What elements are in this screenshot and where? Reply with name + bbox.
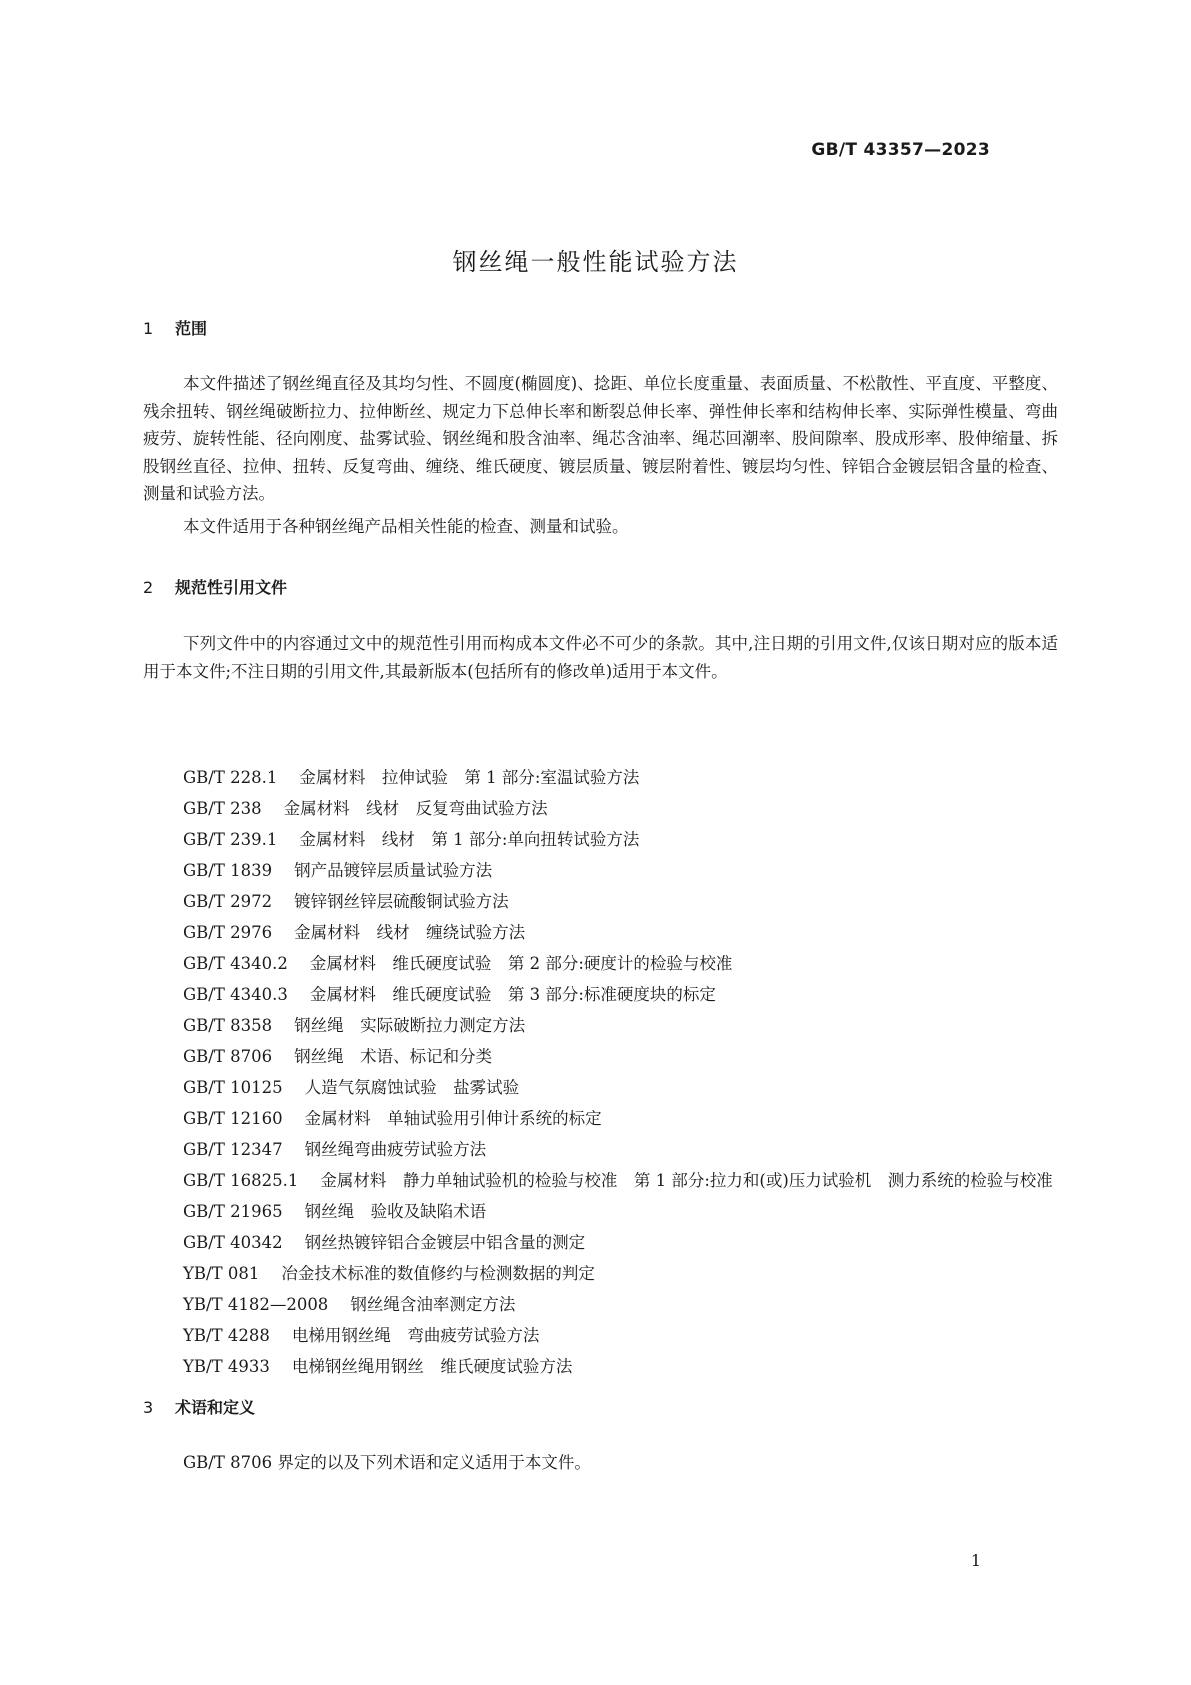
reference-title: 镀锌钢丝锌层硫酸铜试验方法 bbox=[294, 892, 509, 911]
reference-item bbox=[143, 917, 1058, 948]
reference-title: 钢丝绳弯曲疲劳试验方法 bbox=[304, 1140, 487, 1159]
reference-code: GB/T 2976 bbox=[183, 923, 273, 942]
reference-code: GB/T 1839 bbox=[183, 861, 273, 880]
terms-paragraph: GB/T 8706 界定的以及下列术语和定义适用于本文件。 bbox=[183, 1453, 591, 1472]
reference-title: 金属材料 静力单轴试验机的检验与校准 第 1 部分:拉力和(或)压力试验机 测力系统的检验与校准 bbox=[320, 1171, 1053, 1190]
reference-code: GB/T 12347 bbox=[183, 1140, 283, 1159]
reference-code: GB/T 2972 bbox=[183, 892, 273, 911]
section-2-heading bbox=[143, 575, 287, 598]
reference-code: GB/T 8358 bbox=[183, 1016, 273, 1035]
reference-item bbox=[143, 1010, 1058, 1041]
reference-title: 钢产品镀锌层质量试验方法 bbox=[294, 861, 493, 880]
section-title: 规范性引用文件 bbox=[175, 578, 288, 597]
section-1-heading bbox=[143, 316, 207, 339]
section-title: 术语和定义 bbox=[175, 1398, 256, 1417]
reference-item bbox=[143, 979, 1058, 1010]
reference-item bbox=[143, 1351, 1058, 1382]
reference-code: GB/T 21965 bbox=[183, 1202, 283, 1221]
reference-item bbox=[143, 1227, 1058, 1258]
section-number: 3 bbox=[143, 1398, 154, 1417]
reference-item bbox=[143, 1258, 1058, 1289]
reference-code: YB/T 4933 bbox=[183, 1357, 270, 1376]
reference-code: GB/T 40342 bbox=[183, 1233, 283, 1252]
reference-code: GB/T 4340.2 bbox=[183, 954, 288, 973]
reference-code: YB/T 081 bbox=[183, 1264, 260, 1283]
reference-title: 钢丝绳 术语、标记和分类 bbox=[294, 1047, 493, 1066]
reference-item bbox=[143, 855, 1058, 886]
reference-code: GB/T 12160 bbox=[183, 1109, 283, 1128]
reference-title: 金属材料 线材 第 1 部分:单向扭转试验方法 bbox=[299, 830, 640, 849]
reference-title: 冶金技术标准的数值修约与检测数据的判定 bbox=[281, 1264, 595, 1283]
reference-item bbox=[143, 762, 1058, 793]
section-number: 2 bbox=[143, 578, 154, 597]
reference-item bbox=[143, 1072, 1058, 1103]
page-number: 1 bbox=[970, 1551, 981, 1570]
scope-paragraph: 本文件描述了钢丝绳直径及其均匀性、不圆度(椭圆度)、捻距、单位长度重量、表面质量、不松散性、平直度、平整度、残余扭转、钢丝绳破断拉力、拉伸断丝、规定力下总伸长率和断裂总伸长率、弹性伸长率和结构伸长率、实际弹性模量、弯曲疲劳、旋转性能、径向刚度、盐雾试验、钢丝绳和股含油率、绳芯含油率、绳芯回潮率、股间隙率、股成形率、股伸缩量、拆股钢丝直径、拉伸、扭转、反复弯曲、缠绕、维氏硬度、镀层质量、镀层附着性、镀层均匀性、锌铝合金镀层铝含量的检查、测量和试验方法。 bbox=[143, 374, 1058, 503]
reference-item bbox=[143, 886, 1058, 917]
reference-title: 金属材料 线材 反复弯曲试验方法 bbox=[283, 799, 548, 818]
section-number: 1 bbox=[143, 319, 154, 338]
reference-code: GB/T 239.1 bbox=[183, 830, 278, 849]
reference-code: GB/T 16825.1 bbox=[183, 1171, 299, 1190]
reference-code: GB/T 238 bbox=[183, 799, 262, 818]
reference-title: 钢丝绳 验收及缺陷术语 bbox=[304, 1202, 487, 1221]
reference-code: YB/T 4288 bbox=[183, 1326, 270, 1345]
reference-title: 金属材料 线材 缠绕试验方法 bbox=[294, 923, 526, 942]
reference-title: 钢丝热镀锌铝合金镀层中铝含量的测定 bbox=[304, 1233, 586, 1252]
standard-code: GB/T 43357—2023 bbox=[811, 140, 990, 160]
reference-title: 金属材料 拉伸试验 第 1 部分:室温试验方法 bbox=[299, 768, 640, 787]
reference-title: 金属材料 维氏硬度试验 第 2 部分:硬度计的检验与校准 bbox=[309, 954, 733, 973]
reference-item bbox=[143, 1041, 1058, 1072]
reference-title: 金属材料 单轴试验用引伸计系统的标定 bbox=[304, 1109, 602, 1128]
reference-code: GB/T 10125 bbox=[183, 1078, 283, 1097]
reference-title: 钢丝绳 实际破断拉力测定方法 bbox=[294, 1016, 526, 1035]
reference-code: GB/T 228.1 bbox=[183, 768, 278, 787]
reference-item bbox=[143, 1320, 1058, 1351]
reference-title: 电梯钢丝绳用钢丝 维氏硬度试验方法 bbox=[291, 1357, 573, 1376]
document-title: 钢丝绳一般性能试验方法 bbox=[452, 248, 739, 276]
reference-code: YB/T 4182—2008 bbox=[183, 1295, 329, 1314]
reference-code: GB/T 4340.3 bbox=[183, 985, 288, 1004]
reference-item bbox=[143, 793, 1058, 824]
reference-title: 钢丝绳含油率测定方法 bbox=[350, 1295, 516, 1314]
reference-code: GB/T 8706 bbox=[183, 1047, 273, 1066]
reference-item bbox=[143, 1134, 1058, 1165]
reference-item bbox=[143, 1165, 1058, 1196]
reference-title: 人造气氛腐蚀试验 盐雾试验 bbox=[304, 1078, 520, 1097]
references-intro-paragraph: 下列文件中的内容通过文中的规范性引用而构成本文件必不可少的条款。其中,注日期的引用文件,仅该日期对应的版本适用于本文件;不注日期的引用文件,其最新版本(包括所有的修改单)适用于本文件。 bbox=[143, 634, 1058, 681]
reference-title: 金属材料 维氏硬度试验 第 3 部分:标准硬度块的标定 bbox=[309, 985, 716, 1004]
normative-references-list bbox=[143, 762, 1058, 1382]
scope-applicability-paragraph: 本文件适用于各种钢丝绳产品相关性能的检查、测量和试验。 bbox=[183, 517, 629, 536]
reference-item bbox=[143, 824, 1058, 855]
section-3-heading bbox=[143, 1395, 255, 1418]
reference-item bbox=[143, 1196, 1058, 1227]
reference-item bbox=[143, 1103, 1058, 1134]
reference-item bbox=[143, 1289, 1058, 1320]
section-title: 范围 bbox=[175, 319, 208, 338]
reference-item bbox=[143, 948, 1058, 979]
reference-title: 电梯用钢丝绳 弯曲疲劳试验方法 bbox=[291, 1326, 540, 1345]
